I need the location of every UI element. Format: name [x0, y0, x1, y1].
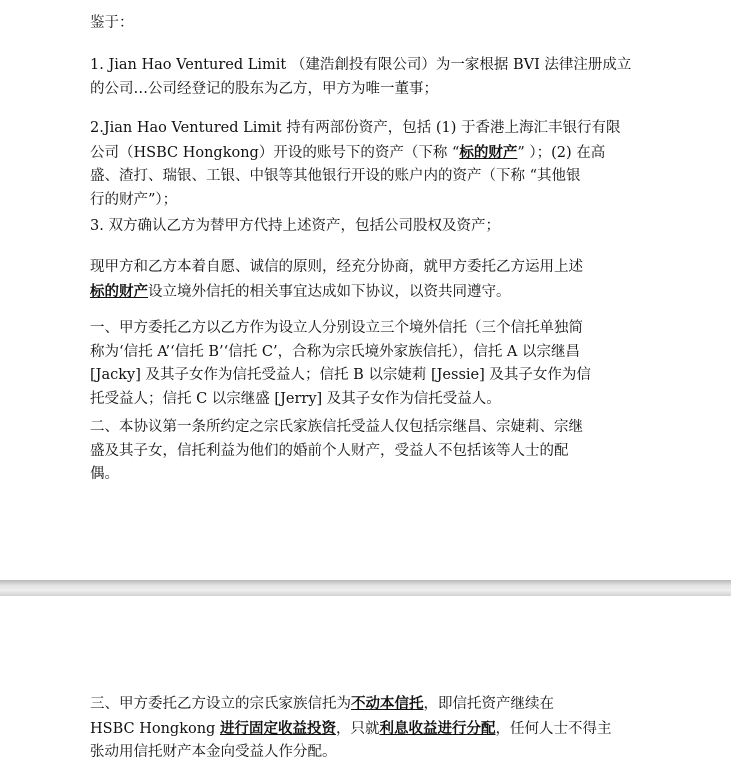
- clause-3: 三、甲方委托乙方设立的宗氏家族信托为不动本信托，即信托资产继续在 HSBC Hongkong 进行固定收益投资，只就利息收益进行分配，任何人士不得主 张动用信托财产本金向受益人作分配。: [90, 695, 612, 760]
- underlined-term: 标的财产: [90, 282, 148, 300]
- document-page-2: [0, 596, 731, 766]
- underlined-term: 不动本信托: [351, 695, 424, 712]
- underlined-term: 进行固定收益投资: [219, 719, 336, 737]
- agreement-intro: 现甲方和乙方本着自愿、诚信的原则，经充分协商，就甲方委托乙方运用上述 标的财产设立境外信托的相关事宜达成如下协议，以资共同遵守。: [90, 259, 583, 300]
- underlined-term: 利息收益进行分配: [379, 719, 496, 737]
- recital-2: 2.Jian Hao Ventured Limit 持有两部份资产，包括 (1) 于香港上海汇丰银行有限 公司（HSBC Hongkong）开设的账号下的资产（下称 “标的财产” ）；(2) 在高 盛、渣打、瑞银、工银、中银等其他银行开设的账户内的资产（下称 “其他银 行的财产”）；: [90, 120, 621, 208]
- underlined-term: 标的财产: [459, 143, 518, 161]
- clause-1: 一、甲方委托乙方以乙方作为设立人分别设立三个境外信托（三个信托单独简 称为‘信托 A’‘信托 B’‘信托 C’，合称为宗氏境外家族信托），信托 A 以宗继昌 [Jacky] 及其子女作为信托受益人；信托 B 以宗婕莉 [Jessie] 及其子女作为信 托受益人；信托 C 以宗继盛 [Jerry] 及其子女作为信托受益人。: [90, 320, 591, 407]
- recitals-heading: 鉴于：: [90, 15, 134, 31]
- page-separator: [0, 580, 731, 596]
- recital-3: 3. 双方确认乙方为替甲方代持上述资产，包括公司股权及资产；: [90, 218, 500, 234]
- clause-2: 二、本协议第一条所约定之宗氏家族信托受益人仅包括宗继昌、宗婕莉、宗继 盛及其子女，信托利益为他们的婚前个人财产，受益人不包括该等人士的配 偶。: [90, 419, 583, 482]
- recital-1: 1. Jian Hao Ventured Limit （建浩創投有限公司）为一家根据 BVI 法律注册成立 的公司…公司经登记的股东为乙方，甲方为唯一董事；: [90, 57, 632, 97]
